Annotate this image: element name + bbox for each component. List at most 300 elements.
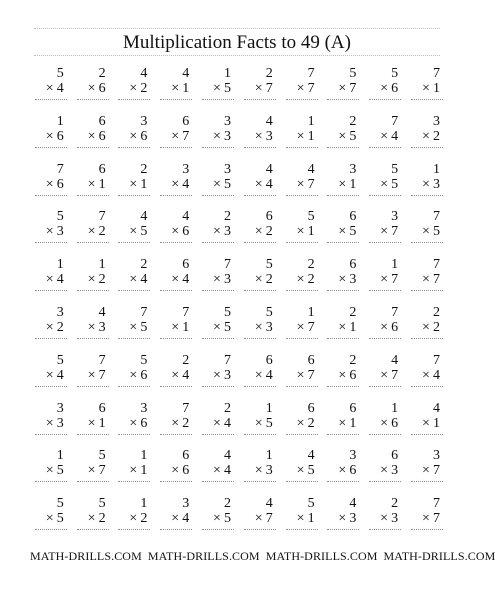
multiply-sign: ×	[212, 463, 221, 479]
multiply-sign: ×	[87, 224, 96, 240]
multiply-sign: ×	[45, 224, 54, 240]
answer-rule	[35, 195, 67, 196]
worksheet-title: Multiplication Facts to 49 (A)	[123, 31, 351, 53]
answer-rule	[327, 481, 359, 482]
multiply-sign: ×	[421, 81, 430, 96]
multiply-sign: ×	[87, 367, 96, 383]
multiplication-problem	[321, 207, 363, 255]
problem-bottom-line	[117, 511, 147, 527]
problem-bottom-number: 4	[391, 128, 399, 144]
multiply-sign: ×	[45, 367, 54, 383]
problem-bottom-line	[34, 272, 64, 288]
problem-bottom-number: 4	[432, 367, 440, 383]
problem-top-number: 5	[140, 352, 148, 368]
problem-bottom-line	[326, 272, 356, 288]
title-bar	[34, 28, 440, 56]
multiplication-problem	[279, 303, 321, 351]
problem-top-number: 4	[182, 209, 190, 225]
problem-top-number: 6	[349, 209, 357, 225]
problem-top-number: 6	[307, 352, 315, 368]
problem-bottom-number: 2	[56, 319, 64, 335]
answer-rule	[244, 147, 276, 148]
problem-bottom-number: 3	[391, 511, 399, 527]
multiplication-problem	[28, 255, 70, 303]
problem-bottom-line	[201, 81, 231, 97]
multiply-sign: ×	[129, 319, 138, 335]
problem-bottom-line	[34, 129, 64, 145]
multiply-sign: ×	[45, 463, 54, 479]
answer-rule	[118, 386, 150, 387]
problem-bottom-number: 5	[349, 224, 357, 240]
problem-top-number: 1	[56, 113, 64, 129]
problem-top-number: 5	[56, 66, 64, 81]
answer-rule	[369, 338, 401, 339]
multiplication-problem	[195, 64, 237, 112]
multiply-sign: ×	[380, 81, 389, 96]
problem-bottom-line	[285, 272, 315, 288]
multiply-sign: ×	[45, 81, 54, 96]
multiply-sign: ×	[296, 128, 305, 144]
problem-bottom-number: 3	[349, 272, 357, 288]
problem-bottom-line	[201, 416, 231, 432]
answer-rule	[244, 99, 276, 100]
multiply-sign: ×	[254, 272, 263, 288]
answer-rule	[327, 529, 359, 530]
problem-top-number: 1	[391, 400, 399, 416]
multiplication-problem	[404, 255, 446, 303]
multiplication-problem	[279, 399, 321, 447]
problem-bottom-number: 1	[307, 511, 315, 527]
problem-bottom-line	[410, 320, 440, 336]
multiply-sign: ×	[421, 128, 430, 144]
problem-bottom-line	[368, 368, 398, 384]
footer-text: MATH-DRILLS.COM	[383, 549, 495, 563]
problem-bottom-line	[285, 368, 315, 384]
multiply-sign: ×	[338, 224, 347, 240]
problem-top-number: 1	[98, 257, 106, 273]
multiplication-problem	[237, 112, 279, 160]
problem-top-number: 6	[265, 209, 273, 225]
problem-bottom-number: 4	[223, 463, 231, 479]
problem-top-number: 7	[182, 400, 190, 416]
multiplication-problem	[404, 160, 446, 208]
multiplication-problem	[279, 255, 321, 303]
problem-bottom-number: 6	[349, 463, 357, 479]
multiply-sign: ×	[421, 176, 430, 192]
problem-bottom-number: 2	[140, 81, 148, 96]
problem-bottom-line	[368, 416, 398, 432]
problem-bottom-number: 1	[98, 415, 106, 431]
problem-top-number: 7	[223, 352, 231, 368]
multiply-sign: ×	[254, 128, 263, 144]
problem-top-number: 6	[182, 113, 190, 129]
problem-top-number: 4	[265, 113, 273, 129]
answer-rule	[286, 529, 318, 530]
problem-bottom-number: 5	[56, 511, 64, 527]
problem-bottom-line	[117, 129, 147, 145]
problem-bottom-line	[368, 129, 398, 145]
multiply-sign: ×	[45, 128, 54, 144]
multiply-sign: ×	[171, 415, 180, 431]
problem-bottom-line	[368, 511, 398, 527]
problem-bottom-number: 6	[140, 415, 148, 431]
multiply-sign: ×	[254, 415, 263, 431]
multiply-sign: ×	[421, 224, 430, 240]
answer-rule	[327, 195, 359, 196]
multiplication-problem	[195, 494, 237, 542]
problem-top-number: 6	[349, 257, 357, 273]
problem-bottom-line	[34, 177, 64, 193]
multiply-sign: ×	[380, 224, 389, 240]
problem-top-number: 2	[432, 304, 440, 320]
problem-bottom-line	[117, 320, 147, 336]
answer-rule	[35, 290, 67, 291]
problem-top-number: 3	[349, 161, 357, 177]
multiply-sign: ×	[254, 367, 263, 383]
multiplication-problem	[237, 446, 279, 494]
answer-rule	[327, 242, 359, 243]
problem-bottom-number: 7	[349, 81, 357, 96]
multiply-sign: ×	[421, 511, 430, 527]
problem-bottom-line	[410, 416, 440, 432]
problem-top-number: 3	[223, 113, 231, 129]
problem-bottom-number: 7	[432, 511, 440, 527]
multiply-sign: ×	[296, 367, 305, 383]
problem-bottom-number: 2	[307, 415, 315, 431]
problem-bottom-line	[76, 320, 106, 336]
multiply-sign: ×	[380, 367, 389, 383]
answer-rule	[202, 434, 234, 435]
problem-top-number: 1	[140, 496, 148, 512]
multiplication-problem	[362, 112, 404, 160]
problem-bottom-number: 1	[182, 319, 190, 335]
multiplication-problem	[237, 399, 279, 447]
multiplication-problem	[153, 446, 195, 494]
multiply-sign: ×	[171, 176, 180, 192]
multiplication-problem	[70, 446, 112, 494]
problem-bottom-number: 1	[140, 176, 148, 192]
problem-bottom-line	[159, 81, 189, 97]
problem-top-number: 6	[182, 448, 190, 464]
problem-bottom-number: 7	[391, 272, 399, 288]
answer-rule	[286, 99, 318, 100]
problem-bottom-number: 1	[432, 415, 440, 431]
answer-rule	[35, 338, 67, 339]
problem-top-number: 7	[140, 304, 148, 320]
problem-bottom-line	[326, 320, 356, 336]
problem-top-number: 5	[307, 496, 315, 512]
problem-bottom-number: 5	[56, 463, 64, 479]
answer-rule	[160, 481, 192, 482]
problem-bottom-line	[34, 368, 64, 384]
multiply-sign: ×	[45, 272, 54, 288]
multiply-sign: ×	[171, 272, 180, 288]
problem-bottom-line	[243, 129, 273, 145]
answer-rule	[369, 386, 401, 387]
problem-bottom-line	[243, 177, 273, 193]
problem-bottom-number: 1	[307, 224, 315, 240]
multiplication-problem	[153, 64, 195, 112]
answer-rule	[286, 290, 318, 291]
answer-rule	[411, 529, 443, 530]
answer-rule	[35, 99, 67, 100]
problem-bottom-number: 5	[140, 319, 148, 335]
problem-bottom-number: 3	[223, 128, 231, 144]
multiply-sign: ×	[421, 272, 430, 288]
problem-bottom-line	[201, 511, 231, 527]
multiplication-problem	[28, 494, 70, 542]
multiply-sign: ×	[380, 272, 389, 288]
problem-top-number: 7	[432, 352, 440, 368]
multiply-sign: ×	[171, 367, 180, 383]
problem-top-number: 6	[307, 400, 315, 416]
problem-top-number: 6	[349, 400, 357, 416]
problem-top-number: 4	[140, 66, 148, 81]
problem-bottom-line	[410, 511, 440, 527]
answer-rule	[244, 242, 276, 243]
multiplication-problem	[153, 112, 195, 160]
problem-top-number: 1	[140, 448, 148, 464]
problem-bottom-number: 1	[182, 81, 190, 96]
problem-bottom-number: 7	[307, 176, 315, 192]
multiplication-problem	[112, 207, 154, 255]
answer-rule	[77, 242, 109, 243]
answer-rule	[286, 147, 318, 148]
problem-top-number: 2	[265, 66, 273, 81]
problem-top-number: 7	[432, 257, 440, 273]
problem-bottom-number: 2	[98, 224, 106, 240]
multiply-sign: ×	[338, 463, 347, 479]
problem-top-number: 4	[432, 400, 440, 416]
answer-rule	[286, 386, 318, 387]
answer-rule	[202, 195, 234, 196]
problem-top-number: 6	[391, 448, 399, 464]
problem-top-number: 3	[432, 113, 440, 129]
answer-rule	[77, 338, 109, 339]
problem-bottom-line	[34, 511, 64, 527]
multiply-sign: ×	[129, 463, 138, 479]
problem-top-number: 7	[182, 304, 190, 320]
problem-top-number: 7	[432, 66, 440, 81]
multiplication-problem	[279, 494, 321, 542]
multiplication-problem	[362, 303, 404, 351]
problem-bottom-number: 7	[98, 463, 106, 479]
answer-rule	[160, 434, 192, 435]
answer-rule	[411, 195, 443, 196]
answer-rule	[369, 481, 401, 482]
problem-bottom-number: 5	[140, 224, 148, 240]
problem-top-number: 5	[56, 496, 64, 512]
multiplication-problem	[362, 255, 404, 303]
problem-bottom-number: 4	[182, 511, 190, 527]
problem-top-number: 1	[265, 400, 273, 416]
answer-rule	[202, 242, 234, 243]
problem-top-number: 2	[182, 352, 190, 368]
problem-top-number: 5	[349, 66, 357, 81]
problem-bottom-line	[410, 224, 440, 240]
multiply-sign: ×	[421, 415, 430, 431]
answer-rule	[118, 481, 150, 482]
problem-bottom-line	[76, 177, 106, 193]
multiply-sign: ×	[212, 176, 221, 192]
problem-top-number: 1	[223, 66, 231, 81]
answer-rule	[118, 434, 150, 435]
problem-bottom-number: 1	[140, 463, 148, 479]
problem-bottom-number: 3	[223, 367, 231, 383]
problem-top-number: 5	[307, 209, 315, 225]
problem-bottom-line	[117, 463, 147, 479]
problem-bottom-number: 6	[349, 367, 357, 383]
multiply-sign: ×	[338, 176, 347, 192]
multiplication-problem	[28, 303, 70, 351]
problem-bottom-number: 1	[432, 81, 440, 96]
problem-top-number: 2	[140, 257, 148, 273]
multiplication-problem	[404, 207, 446, 255]
multiplication-problem	[362, 160, 404, 208]
problem-top-number: 2	[349, 113, 357, 129]
problem-bottom-line	[285, 129, 315, 145]
answer-rule	[202, 147, 234, 148]
answer-rule	[35, 481, 67, 482]
multiply-sign: ×	[254, 176, 263, 192]
problem-bottom-number: 3	[98, 319, 106, 335]
problem-top-number: 4	[265, 496, 273, 512]
multiply-sign: ×	[254, 224, 263, 240]
problem-bottom-line	[368, 224, 398, 240]
multiplication-problem	[195, 351, 237, 399]
answer-rule	[327, 147, 359, 148]
problem-bottom-number: 7	[432, 463, 440, 479]
answer-rule	[118, 195, 150, 196]
multiplication-problem	[362, 446, 404, 494]
problem-bottom-number: 5	[432, 224, 440, 240]
answer-rule	[118, 242, 150, 243]
problem-bottom-line	[201, 272, 231, 288]
problem-grid	[28, 64, 446, 542]
multiply-sign: ×	[421, 463, 430, 479]
problem-top-number: 3	[432, 448, 440, 464]
problem-top-number: 5	[265, 257, 273, 273]
answer-rule	[202, 99, 234, 100]
multiply-sign: ×	[87, 81, 96, 96]
multiply-sign: ×	[171, 511, 180, 527]
problem-top-number: 2	[307, 257, 315, 273]
problem-bottom-line	[368, 463, 398, 479]
problem-top-number: 1	[307, 113, 315, 129]
multiplication-problem	[28, 399, 70, 447]
multiply-sign: ×	[338, 367, 347, 383]
problem-top-number: 5	[56, 352, 64, 368]
problem-bottom-line	[159, 129, 189, 145]
problem-top-number: 7	[391, 113, 399, 129]
problem-top-number: 3	[140, 400, 148, 416]
problem-bottom-line	[76, 368, 106, 384]
multiply-sign: ×	[129, 415, 138, 431]
multiply-sign: ×	[129, 176, 138, 192]
multiply-sign: ×	[296, 463, 305, 479]
multiply-sign: ×	[254, 81, 263, 96]
answer-rule	[411, 386, 443, 387]
answer-rule	[118, 99, 150, 100]
problem-bottom-number: 4	[182, 367, 190, 383]
answer-rule	[160, 147, 192, 148]
multiplication-problem	[112, 64, 154, 112]
problem-bottom-line	[34, 81, 64, 97]
multiplication-problem	[70, 494, 112, 542]
problem-bottom-line	[243, 320, 273, 336]
multiply-sign: ×	[338, 128, 347, 144]
multiply-sign: ×	[254, 463, 263, 479]
problem-bottom-line	[117, 81, 147, 97]
problem-bottom-line	[201, 129, 231, 145]
answer-rule	[35, 147, 67, 148]
problem-top-number: 4	[140, 209, 148, 225]
answer-rule	[244, 195, 276, 196]
answer-rule	[369, 434, 401, 435]
multiplication-problem	[153, 160, 195, 208]
problem-bottom-line	[159, 416, 189, 432]
problem-bottom-line	[326, 511, 356, 527]
problem-bottom-line	[285, 81, 315, 97]
problem-bottom-line	[326, 81, 356, 97]
multiplication-problem	[321, 351, 363, 399]
problem-bottom-line	[159, 224, 189, 240]
problem-top-number: 4	[307, 448, 315, 464]
answer-rule	[369, 99, 401, 100]
problem-bottom-line	[368, 81, 398, 97]
problem-bottom-number: 5	[223, 176, 231, 192]
problem-top-number: 2	[223, 400, 231, 416]
problem-bottom-line	[285, 320, 315, 336]
answer-rule	[77, 195, 109, 196]
multiplication-problem	[237, 303, 279, 351]
multiplication-problem	[153, 207, 195, 255]
problem-bottom-number: 4	[182, 272, 190, 288]
problem-bottom-number: 4	[265, 176, 273, 192]
problem-bottom-line	[410, 368, 440, 384]
multiplication-problem	[362, 399, 404, 447]
answer-rule	[35, 434, 67, 435]
problem-bottom-line	[243, 511, 273, 527]
problem-top-number: 6	[98, 113, 106, 129]
problem-top-number: 5	[391, 161, 399, 177]
problem-bottom-line	[285, 511, 315, 527]
answer-rule	[160, 338, 192, 339]
problem-bottom-line	[243, 463, 273, 479]
problem-bottom-number: 6	[391, 81, 399, 96]
problem-bottom-number: 3	[223, 272, 231, 288]
multiplication-problem	[321, 112, 363, 160]
multiplication-problem	[70, 160, 112, 208]
multiply-sign: ×	[380, 176, 389, 192]
multiply-sign: ×	[171, 463, 180, 479]
problem-bottom-line	[159, 463, 189, 479]
problem-bottom-number: 5	[223, 511, 231, 527]
multiplication-problem	[321, 255, 363, 303]
problem-bottom-line	[201, 224, 231, 240]
problem-bottom-line	[243, 81, 273, 97]
problem-bottom-line	[410, 463, 440, 479]
multiplication-problem	[112, 160, 154, 208]
multiplication-problem	[112, 255, 154, 303]
multiply-sign: ×	[212, 224, 221, 240]
problem-top-number: 7	[98, 352, 106, 368]
problem-bottom-number: 5	[223, 81, 231, 96]
problem-bottom-line	[243, 416, 273, 432]
problem-bottom-number: 7	[265, 511, 273, 527]
problem-bottom-number: 3	[56, 224, 64, 240]
multiply-sign: ×	[87, 176, 96, 192]
